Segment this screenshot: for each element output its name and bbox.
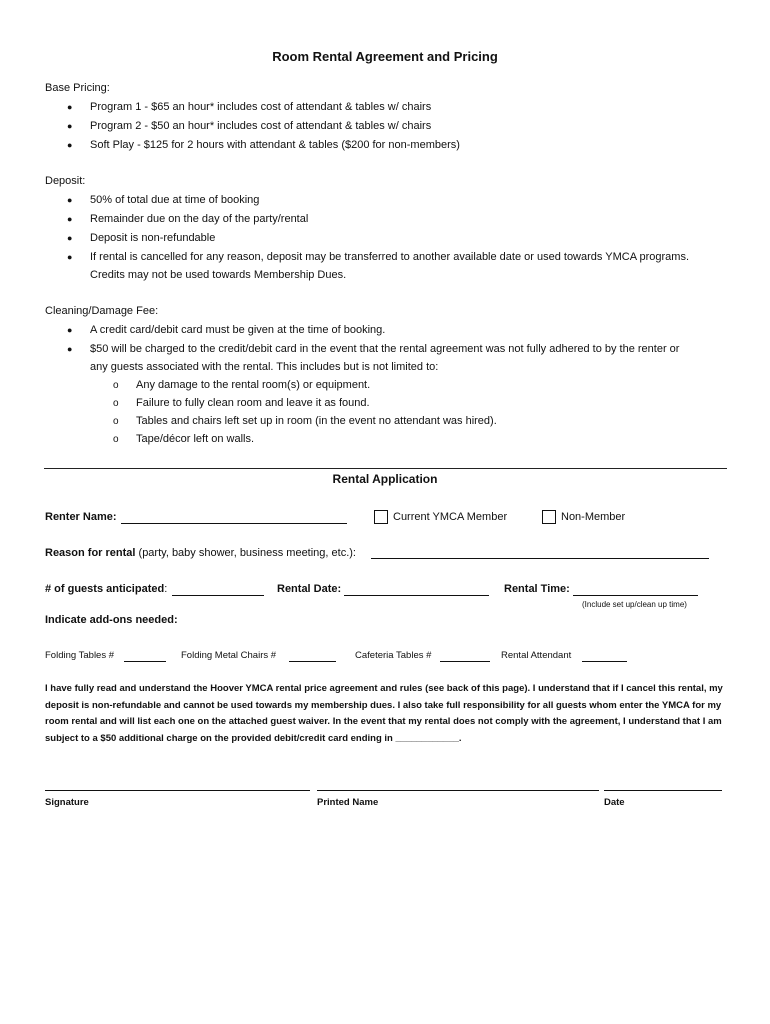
bullet-icon: ● xyxy=(67,252,73,262)
addon-cafeteria-tables-field[interactable] xyxy=(440,661,490,662)
base-pricing-heading: Base Pricing: xyxy=(45,82,110,94)
bullet-icon: ● xyxy=(67,102,73,112)
signature-label: Signature xyxy=(45,797,89,808)
sub-bullet-icon: o xyxy=(113,416,119,427)
current-member-checkbox[interactable] xyxy=(374,510,388,524)
pricing-item: Program 1 - $65 an hour* includes cost of attendant & tables w/ chairs xyxy=(90,101,432,113)
addon-folding-chairs-label: Folding Metal Chairs # xyxy=(181,650,277,661)
bullet-icon: ● xyxy=(67,325,73,335)
cleaning-item-continued: any guests associated with the rental. This includes but is not limited to: xyxy=(90,361,439,373)
rental-time-note: (Include set up/clean up time) xyxy=(582,600,687,609)
cleaning-sub-item: Failure to fully clean room and leave it as found. xyxy=(136,397,370,409)
bullet-icon: ● xyxy=(67,214,73,224)
addon-folding-chairs-field[interactable] xyxy=(289,661,336,662)
guests-row xyxy=(45,582,167,597)
deposit-item: Remainder due on the day of the party/rental xyxy=(90,213,309,225)
sub-bullet-icon: o xyxy=(113,434,119,445)
bullet-icon: ● xyxy=(67,195,73,205)
pricing-item: Program 2 - $50 an hour* includes cost of attendant & tables w/ chairs xyxy=(90,120,432,132)
renter-name-label: Renter Name: xyxy=(45,511,117,523)
reason-row xyxy=(45,546,356,561)
reason-hint: (party, baby shower, business meeting, etc.): xyxy=(135,547,356,559)
guests-field[interactable] xyxy=(172,595,264,596)
agreement-paragraph: I have fully read and understand the Hoover YMCA rental price agreement and rules (see back of this page). I understand that if I cancel this rental, my deposit is non-refundable and cannot be used towards my membership dues. I also take full responsibility for all guests whom enter the YMCA for my room rental and will list each one on the attached guest waiver. In the event that my rental does not comply with the agreement, I understand that I am subject to a $50 additional charge on the provided debit/credit card ending in ____________. xyxy=(45,683,723,744)
page-title: Room Rental Agreement and Pricing xyxy=(272,49,498,64)
renter-name-field[interactable] xyxy=(121,523,347,524)
current-member-label: Current YMCA Member xyxy=(393,511,508,523)
signature-line[interactable] xyxy=(45,790,310,791)
non-member-label: Non-Member xyxy=(561,511,626,523)
reason-field[interactable] xyxy=(371,558,709,559)
deposit-item-continued: Credits may not be used towards Membership Dues. xyxy=(90,269,347,281)
printed-name-line[interactable] xyxy=(317,790,599,791)
addons-label: Indicate add-ons needed: xyxy=(45,614,178,626)
deposit-heading: Deposit: xyxy=(45,175,86,187)
reason-label: Reason for rental xyxy=(45,547,136,559)
sub-bullet-icon: o xyxy=(113,398,119,409)
bullet-icon: ● xyxy=(67,344,73,354)
cleaning-heading: Cleaning/Damage Fee: xyxy=(45,305,159,317)
guests-colon: : xyxy=(164,583,168,595)
deposit-item: 50% of total due at time of booking xyxy=(90,194,260,206)
addon-cafeteria-tables-label: Cafeteria Tables # xyxy=(355,650,432,661)
rental-date-label: Rental Date: xyxy=(277,583,342,595)
sub-bullet-icon: o xyxy=(113,380,119,391)
bullet-icon: ● xyxy=(67,121,73,131)
cleaning-item: A credit card/debit card must be given at the time of booking. xyxy=(90,324,386,336)
addon-attendant-label: Rental Attendant xyxy=(501,650,572,661)
date-label: Date xyxy=(604,797,625,808)
date-line[interactable] xyxy=(604,790,722,791)
guests-label: # of guests anticipated xyxy=(45,583,165,595)
cleaning-sub-item: Tape/décor left on walls. xyxy=(136,433,255,445)
bullet-icon: ● xyxy=(67,233,73,243)
deposit-item: If rental is cancelled for any reason, deposit may be transferred to another available date or used towards YMCA programs. xyxy=(90,251,690,263)
cleaning-sub-item: Tables and chairs left set up in room (in the event no attendant was hired). xyxy=(136,415,497,427)
application-heading: Rental Application xyxy=(332,472,438,486)
non-member-checkbox[interactable] xyxy=(542,510,556,524)
rental-date-field[interactable] xyxy=(344,595,489,596)
printed-name-label: Printed Name xyxy=(317,797,379,808)
rental-time-field[interactable] xyxy=(573,595,698,596)
section-divider xyxy=(44,468,727,469)
bullet-icon: ● xyxy=(67,140,73,150)
cleaning-item: $50 will be charged to the credit/debit card in the event that the rental agreement was not fully adhered to by the renter or xyxy=(90,343,680,355)
rental-time-label: Rental Time: xyxy=(504,583,570,595)
addon-folding-tables-label: Folding Tables # xyxy=(45,650,115,661)
addon-attendant-field[interactable] xyxy=(582,661,627,662)
cleaning-sub-item: Any damage to the rental room(s) or equipment. xyxy=(136,379,371,391)
deposit-item: Deposit is non-refundable xyxy=(90,232,216,244)
addon-folding-tables-field[interactable] xyxy=(124,661,166,662)
pricing-item: Soft Play - $125 for 2 hours with attendant & tables ($200 for non-members) xyxy=(90,139,460,151)
